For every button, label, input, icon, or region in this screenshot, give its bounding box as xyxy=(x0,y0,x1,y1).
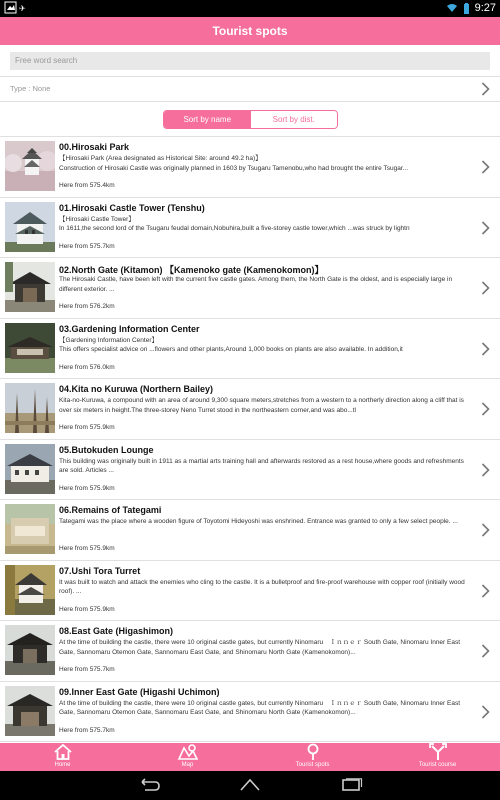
spot-name: 07.Ushi Tora Turret xyxy=(59,565,141,576)
spot-distance: Here from 575.9km xyxy=(59,545,115,552)
type-filter-row[interactable] xyxy=(0,77,500,102)
type-filter-label: Type : None xyxy=(10,84,51,93)
tab-tourist-course-label: Tourist course xyxy=(418,762,457,768)
list-item[interactable] xyxy=(0,319,500,380)
spot-thumbnail xyxy=(5,444,55,494)
spot-thumbnail xyxy=(5,383,55,433)
spot-thumbnail xyxy=(5,141,55,191)
chevron-right-icon xyxy=(481,644,490,658)
chevron-right-icon xyxy=(481,463,490,477)
chevron-right-icon xyxy=(481,705,490,719)
location-pin-icon xyxy=(306,743,320,761)
notification-icons xyxy=(4,1,32,17)
spot-thumbnail xyxy=(5,625,55,675)
spot-thumbnail xyxy=(5,202,55,252)
spot-description: At the time of building the castle, there were 10 original castle gates, but currently Ninomaru Ｉｎｎｅｒ South Gate, Ninomaru Inner East Gate, Sannomaru Otemon Gate, Sannomaru East Gate, and Shinomaru North Gate (Kamenokomon)... xyxy=(59,639,461,656)
back-icon[interactable] xyxy=(137,778,161,792)
sort-by-dist-button[interactable]: Sort by dist. xyxy=(251,111,338,128)
spot-description: Kita-no-Kuruwa, a compound with an area of around 9,300 square meters,stretches from a western to a northerly direction along a cliff that is over six meters in height.The three-storey Neno Turret stood in the northeastern corner,and was abo...tl xyxy=(59,397,464,414)
chevron-right-icon xyxy=(481,523,490,537)
chevron-right-icon xyxy=(481,160,490,174)
tab-tourist-spots-label: Tourist spots xyxy=(295,762,330,768)
spot-description: 【Hirosaki Castle Tower】 In 1611,the second lord of the Tsugaru feudal domain,Nobuhira,built a five-storey castle tower,which ...was struck by lightn xyxy=(59,215,410,232)
sort-row xyxy=(0,102,500,137)
clock: 9:27 xyxy=(474,2,496,14)
spot-name: 08.East Gate (Higashimon) xyxy=(59,626,174,636)
spot-distance: Here from 576.0km xyxy=(59,363,115,371)
wifi-icon xyxy=(446,3,458,13)
tab-map[interactable] xyxy=(125,743,250,771)
map-icon xyxy=(177,743,199,761)
sort-by-name-button[interactable]: Sort by name xyxy=(164,111,251,128)
list-item[interactable] xyxy=(0,258,500,319)
spot-distance: Here from 575.7km xyxy=(59,726,115,734)
list-item[interactable] xyxy=(0,682,500,743)
spot-description: 【Hirosaki Park (Area designated as Historical Site: around 49.2 ha)】 Construction of Hirosaki Castle was originally planned in 1603 by Tsugaru Tamenobu,who had brought the entire Tsugar... xyxy=(59,155,409,172)
spot-description: 【Gardening Information Center】 This offers specialist advice on ...flowers and other plants,Around 1,000 books on plants are also available. In addition,it xyxy=(59,336,403,353)
list-item[interactable] xyxy=(0,561,500,622)
tab-home[interactable] xyxy=(0,743,125,771)
chevron-right-icon xyxy=(481,281,490,295)
system-navigation-bar xyxy=(0,771,500,800)
spot-name: 04.Kita no Kuruwa (Northern Bailey) xyxy=(59,384,214,394)
spot-thumbnail xyxy=(5,686,55,736)
list-item[interactable] xyxy=(0,440,500,501)
chevron-right-icon xyxy=(481,82,490,96)
svg-text:✈: ✈ xyxy=(19,4,26,13)
notification-icon xyxy=(4,1,32,14)
spot-thumbnail xyxy=(5,323,55,373)
spot-name: 03.Gardening Information Center xyxy=(59,323,200,334)
spot-distance: Here from 575.7km xyxy=(59,666,115,673)
chevron-right-icon xyxy=(481,402,490,416)
home-button-icon[interactable] xyxy=(239,778,261,792)
spot-name: 00.Hirosaki Park xyxy=(59,142,130,152)
spot-description: At the time of building the castle, there were 10 original castle gates, but currently Ninomaru Ｉｎｎｅｒ South Gate, Ninomaru Inner East Gate, Sannomaru Otemon Gate, Sannomaru East Gate, and Shinomaru North Gate (Kamenokomon)... xyxy=(59,699,461,716)
list-item[interactable] xyxy=(0,621,500,682)
spot-thumbnail xyxy=(5,504,55,554)
spot-name: 09.Inner East Gate (Higashi Uchimon) xyxy=(59,686,220,697)
bottom-tab-bar xyxy=(0,743,500,771)
spot-description: This building was originally built in 1911 as a martial arts training hall and afterwards restored as a rest house,where goods and refreshments are sold. Articles ... xyxy=(59,457,464,474)
tab-tourist-course[interactable] xyxy=(375,743,500,771)
spot-distance: Here from 575.9km xyxy=(59,484,115,492)
list-item[interactable] xyxy=(0,137,500,198)
battery-icon xyxy=(463,3,470,14)
spot-thumbnail xyxy=(5,565,55,615)
tab-tourist-spots[interactable] xyxy=(250,743,375,771)
directions-icon xyxy=(428,743,448,761)
spot-distance: Here from 575.7km xyxy=(59,242,115,250)
spot-description: Tategami was the place where a wooden figure of Toyotomi Hideyoshi was enshrined. Entrance was granted to only a few select people. ... xyxy=(59,518,458,525)
spot-distance: Here from 575.9km xyxy=(59,605,115,613)
spot-thumbnail xyxy=(5,262,55,312)
list-item[interactable] xyxy=(0,500,500,561)
tab-map-label: Map xyxy=(181,762,194,768)
spot-name: 02.North Gate (Kitamon) 【Kamenoko gate (Kamenokomon)】 xyxy=(59,265,324,275)
page-title: Tourist spots xyxy=(0,17,500,45)
spot-list xyxy=(0,137,500,743)
spot-name: 05.Butokuden Lounge xyxy=(59,444,154,455)
chevron-right-icon xyxy=(481,221,490,235)
sort-segmented-control xyxy=(163,110,338,129)
spot-distance: Here from 576.2km xyxy=(59,303,115,310)
list-item[interactable] xyxy=(0,379,500,440)
spot-name: 01.Hirosaki Castle Tower (Tenshu) xyxy=(59,202,205,213)
tab-home-label: Home xyxy=(54,762,71,768)
chevron-right-icon xyxy=(481,342,490,356)
search-input[interactable]: Free word search xyxy=(10,52,490,70)
spot-distance: Here from 575.9km xyxy=(59,424,115,431)
status-bar xyxy=(0,0,500,17)
list-item[interactable] xyxy=(0,198,500,259)
home-icon xyxy=(53,743,73,761)
spot-name: 06.Remains of Tategami xyxy=(59,505,162,515)
recent-apps-icon[interactable] xyxy=(341,778,363,792)
spot-description: The Hirosaki Castle, have been left with the current five castle gates. Among them, the North Gate is the oldest, and is especially large in different exterior. ... xyxy=(59,276,453,293)
search-row xyxy=(0,45,500,77)
chevron-right-icon xyxy=(481,584,490,598)
spot-distance: Here from 575.4km xyxy=(59,182,115,189)
spot-description: It was built to watch and attack the enemies who cling to the castle. It is a bulletproof and fire-proof warehouse with copper roof (initially wood roof). ... xyxy=(59,578,465,595)
